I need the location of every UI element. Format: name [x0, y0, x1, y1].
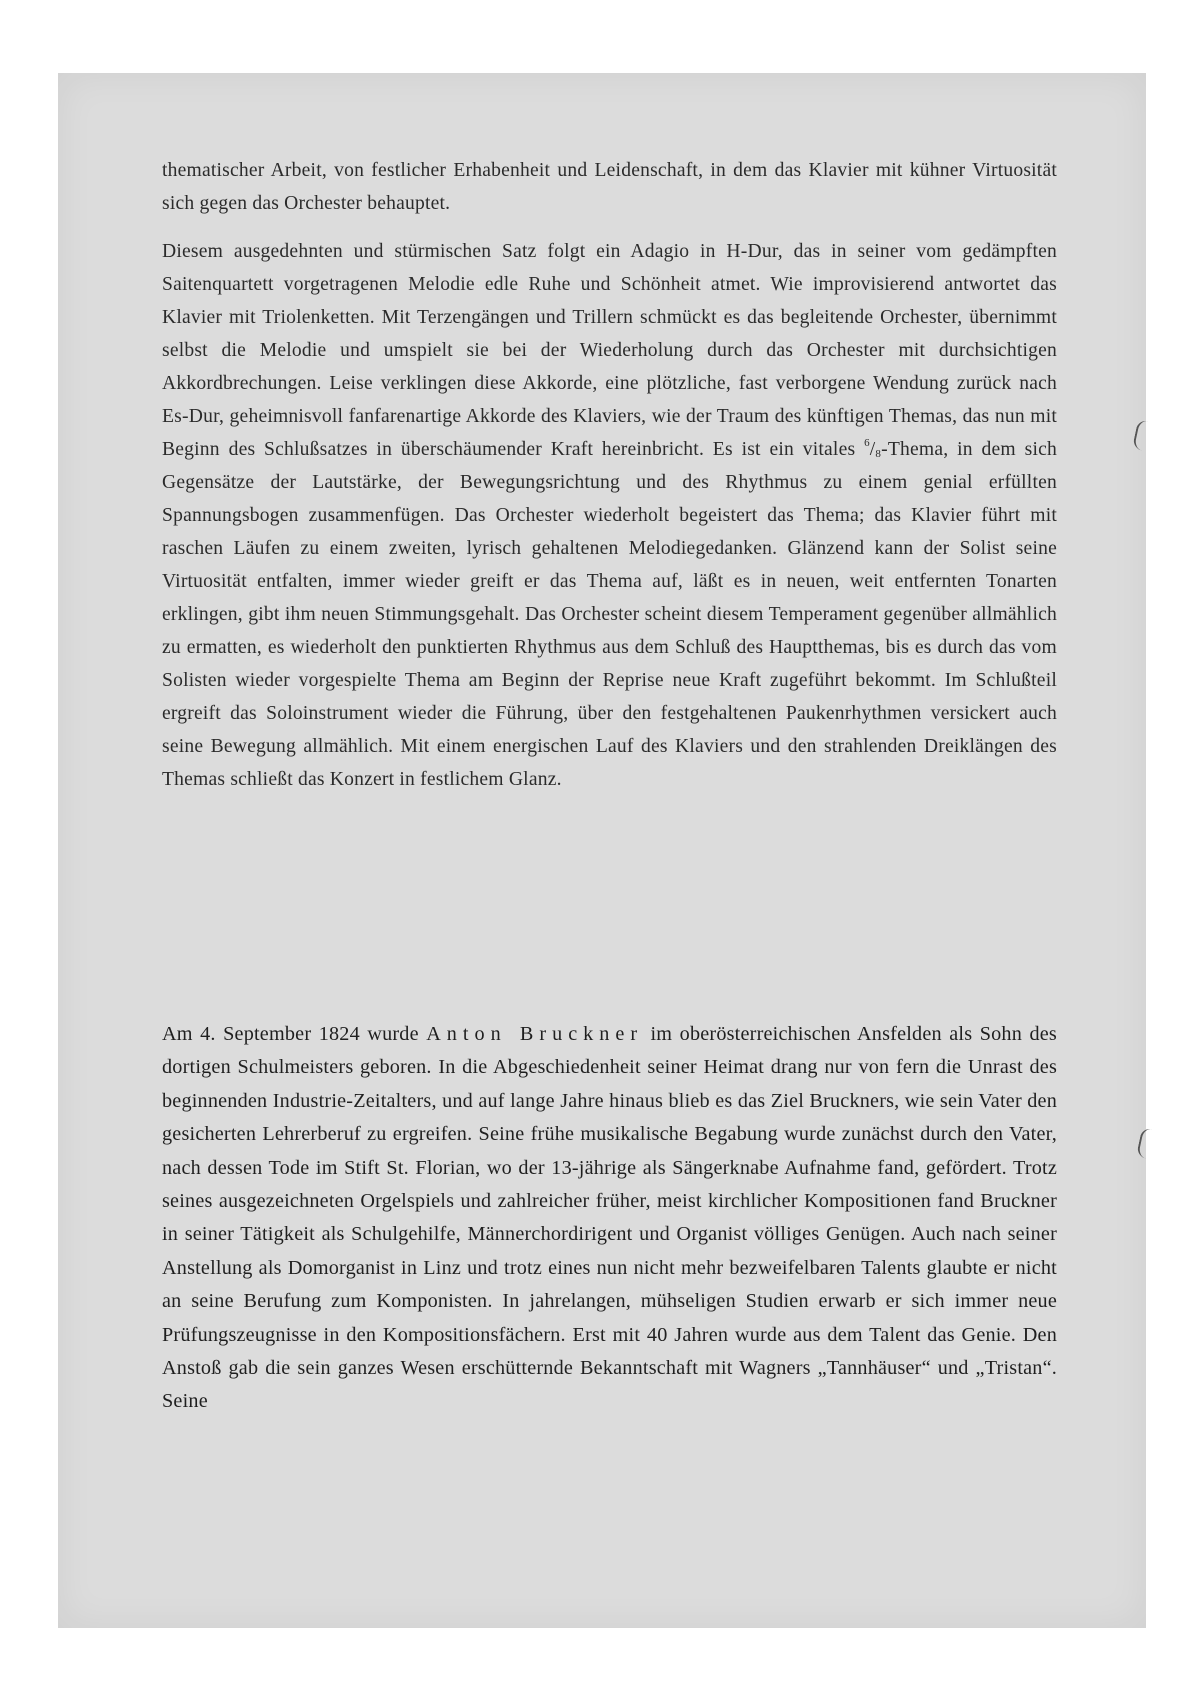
fraction-denominator: 8: [875, 448, 882, 460]
text-section-bruckner: [162, 1018, 1057, 1434]
text-section-concerto: [162, 154, 1057, 811]
paragraph-2-part-b: -Thema, in dem sich Gegensätze der Lautstärke, der Bewegungsrichtung und des Rhythmus zu einem genial erfüllten Spannungsbogen zusammenfügen. Das Orchester wiederholt begeistert das Thema; das Klavier führt mit raschen Läufen zu einem zweiten, lyrisch gehaltenen Melodiegedanken. Glänzend kann der Solist seine Virtuosität entfalten, immer wieder greift er das Thema auf, läßt es in neuen, weit entfernten Tonarten erklingen, gibt ihm neuen Stimmungsgehalt. Das Orchester scheint diesem Temperament gegenüber allmählich zu ermatten, es wiederholt den punktierten Rhythmus aus dem Schluß des Hauptthemas, bis es durch das vom Solisten wieder vorgespielte Thema am Beginn der Reprise neue Kraft zugeführt bekommt. Im Schlußteil ergreift das Soloinstrument wieder die Führung, über den festgehaltenen Paukenrhythmen versickert auch seine Bewegung allmählich. Mit einem energischen Lauf des Klaviers und den strahlenden Dreiklängen des Themas schließt das Konzert in festlichem Glanz.: [162, 439, 1057, 790]
paragraph-2: Diesem ausgedehnten und stürmischen Satz folgt ein Adagio in H-Dur, das in seiner vom gedämpften Saitenquartett vorgetragenen Melodie edle Ruhe und Schönheit atmet. Wie improvisierend antwortet das Klavier mit Triolenketten. Mit Terzengängen und Trillern schmückt es das begleitende Orchester, übernimmt selbst die Melodie und umspielt sie bei der Wiederholung durch das Orchester mit durchsichtigen Akkordbrechungen. Leise verklingen diese Akkorde, eine plötzliche, fast verborgene Wendung zurück nach Es-Dur, geheimnisvoll fanfarenartige Akkorde des Klaviers, wie der Traum des künftigen Themas, das nun mit Beginn des Schlußsatzes in überschäumender Kraft hereinbricht. Es ist ein vitales $^6/_8$-Thema, in dem sich Gegensätze der Lautstärke, der Bewegungsrichtung und des Rhythmus zu einem genial erfüllten Spannungsbogen zusammenfügen. Das Orchester wiederholt begeistert das Thema; das Klavier führt mit raschen Läufen zu einem zweiten, lyrisch gehaltenen Melodiegedanken. Glänzend kann der Solist seine Virtuosität entfalten, immer wieder greift er das Thema auf, läßt es in neuen, weit entfernten Tonarten erklingen, gibt ihm neuen Stimmungsgehalt. Das Orchester scheint diesem Temperament gegenüber allmählich zu ermatten, es wiederholt den punktierten Rhythmus aus dem Schluß des Hauptthemas, bis es durch das vom Solisten wieder vorgespielte Thema am Beginn der Reprise neue Kraft zugeführt bekommt. Im Schlußteil ergreift das Soloinstrument wieder die Führung, über den festgehaltenen Paukenrhythmen versickert auch seine Bewegung allmählich. Mit einem energischen Lauf des Klaviers und den strahlenden Dreiklängen des Themas schließt das Konzert in festlichem Glanz.: [162, 241, 1057, 790]
paragraph-3-body: im oberösterreichischen Ansfelden als Sohn des dortigen Schulmeisters geboren. In die Abgeschiedenheit seiner Heimat drang nur von fern die Unrast des beginnenden Industrie-Zeitalters, und auf lange Jahre hinaus blieb es das Ziel Bruckners, wie sein Vater den gesicherten Lehrerberuf zu ergreifen. Seine frühe musikalische Begabung wurde zunächst durch den Vater, nach dessen Tode im Stift St. Florian, wo der 13-jährige als Sängerknabe Aufnahme fand, gefördert. Trotz seines ausgezeichneten Orgelspiels und zahlreicher früher, meist kirchlicher Kompositionen fand Bruckner in seiner Tätigkeit als Schulgehilfe, Männerchordirigent und Organist völliges Genügen. Auch nach seiner Anstellung als Domorganist in Linz und trotz eines nun nicht mehr bezweifelbaren Talents glaubte er nicht an seine Berufung zum Komponisten. In jahrelangen, mühseligen Studien erwarb er sich immer neue Prüfungszeugnisse in den Kompositionsfächern. Erst mit 40 Jahren wurde aus dem Talent das Genie. Den Anstoß gab die sein ganzes Wesen erschütternde Bekanntschaft mit Wagners „Tannhäuser“ und „Tristan“. Seine: [162, 1023, 1057, 1413]
fraction-numerator: 6: [864, 437, 870, 449]
paragraph-3: [162, 1018, 1057, 1419]
paragraph-2-part-a: Diesem ausgedehnten und stürmischen Satz folgt ein Adagio in H-Dur, das in seiner vom gedämpften Saitenquartett vorgetragenen Melodie edle Ruhe und Schönheit atmet. Wie improvisierend antwortet das Klavier mit Triolenketten. Mit Terzengängen und Trillern schmückt es das begleitende Orchester, übernimmt selbst die Melodie und umspielt sie bei der Wiederholung durch das Orchester mit durchsichtigen Akkordbrechungen. Leise verklingen diese Akkorde, eine plötzliche, fast verborgene Wendung zurück nach Es-Dur, geheimnisvoll fanfarenartige Akkorde des Klaviers, wie der Traum des künftigen Themas, das nun mit Beginn des Schlußsatzes in überschäumender Kraft hereinbricht. Es ist ein vitales: [162, 241, 1057, 460]
paragraph-1: thematischer Arbeit, von festlicher Erhabenheit und Leidenschaft, in dem das Klavier mit kühner Virtuosität sich gegen das Orchester behauptet.: [162, 160, 1057, 214]
paragraph-3-intro: Am 4. September 1824 wurde: [162, 1023, 427, 1045]
composer-name: Anton Bruckner: [426, 1023, 644, 1045]
